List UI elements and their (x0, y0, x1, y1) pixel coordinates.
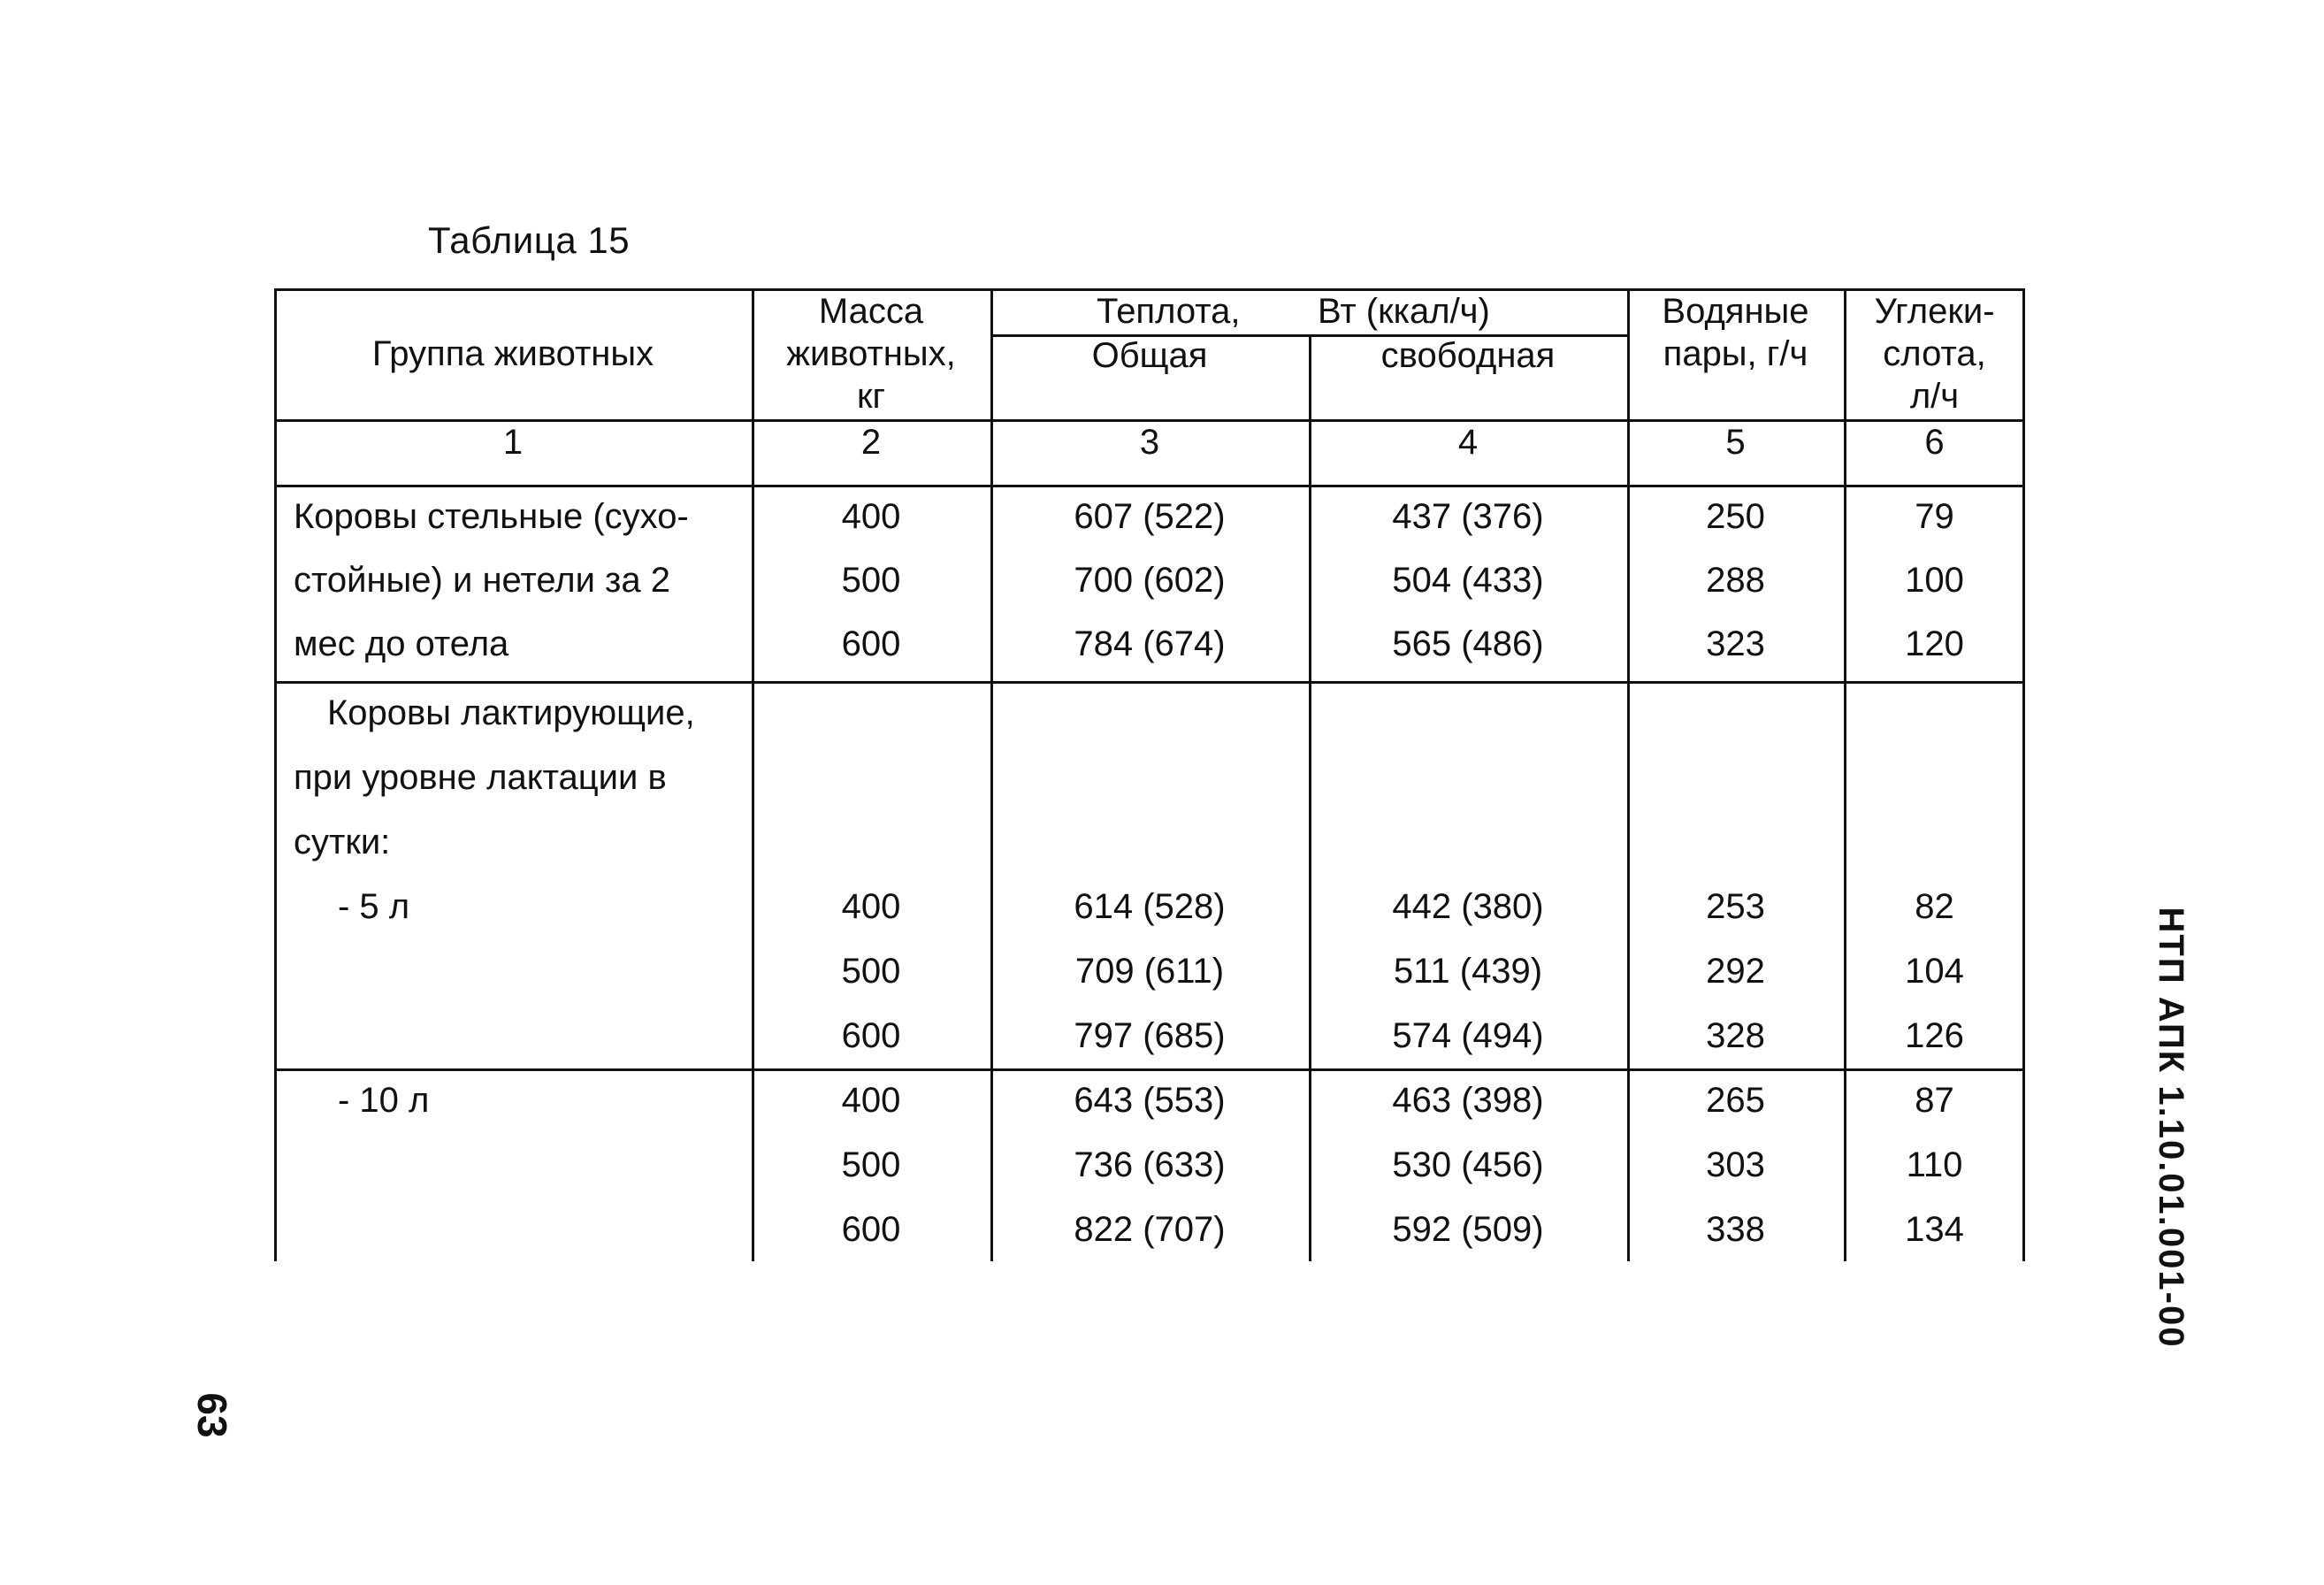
header-vapor-1: Водяные (1662, 292, 1809, 331)
table-caption: Таблица 15 (428, 219, 631, 261)
heat-total-cell: 607 (522) (1074, 497, 1226, 536)
mass-cell: 500 (841, 561, 901, 600)
co2-cell: 87 (1915, 1081, 1954, 1120)
header-heat-free: свободная (1380, 336, 1556, 375)
heat-total-cell: 797 (685) (1074, 1016, 1226, 1055)
heat-free-cell: 463 (398) (1392, 1081, 1544, 1120)
co2-cell: 110 (1906, 1145, 1963, 1184)
heat-free-cell: 511 (439) (1393, 952, 1543, 991)
co2-cell: 120 (1905, 624, 1964, 663)
mass-cell: 500 (841, 952, 901, 991)
heat-free-cell: 442 (380) (1392, 887, 1544, 926)
section2-label-2: при уровне лактации в (294, 758, 667, 797)
heat-total-cell: 643 (553) (1074, 1081, 1226, 1120)
vapor-cell: 292 (1706, 952, 1765, 991)
mass-cell: 600 (841, 624, 901, 663)
header-heat-a: Теплота, (1097, 292, 1241, 331)
heat-free-cell: 565 (486) (1392, 624, 1544, 663)
co2-cell: 82 (1915, 887, 1954, 926)
header-heat-b: Вт (ккал/ч) (1318, 292, 1490, 331)
vapor-cell: 253 (1706, 887, 1765, 926)
section3-sub-label: - 10 л (338, 1081, 430, 1120)
header-group: Группа животных (371, 334, 654, 373)
co2-cell: 126 (1905, 1016, 1964, 1055)
header-mass-3: кг (856, 377, 886, 416)
heat-total-cell: 700 (602) (1074, 561, 1226, 600)
page-number: 63 (189, 1392, 235, 1438)
header-heat-total: Общая (1091, 336, 1208, 375)
heat-total-cell: 709 (611) (1074, 952, 1225, 991)
heat-total-cell: 736 (633) (1074, 1145, 1226, 1184)
header-mass-1: Масса (818, 292, 924, 331)
mass-cell: 400 (841, 887, 901, 926)
heat-free-cell: 504 (433) (1392, 561, 1544, 600)
co2-cell: 79 (1915, 497, 1954, 536)
vapor-cell: 265 (1706, 1081, 1765, 1120)
vapor-cell: 328 (1706, 1016, 1765, 1055)
header-co2-1: Углеки- (1874, 292, 1995, 331)
document-code: НТП АПК 1.10.01.001-00 (2152, 907, 2190, 1349)
mass-cell: 400 (841, 1081, 901, 1120)
header-vapor-2: пары, г/ч (1663, 334, 1808, 373)
vapor-cell: 303 (1706, 1145, 1765, 1184)
section2-sub-label: - 5 л (338, 887, 410, 926)
header-mass-2: животных, (786, 334, 956, 373)
data-table (274, 288, 2025, 1261)
heat-total-cell: 614 (528) (1074, 887, 1226, 926)
section1-label-2: стойные) и нетели за 2 (294, 561, 670, 600)
col-number-3: 3 (1139, 423, 1160, 462)
co2-cell: 134 (1905, 1210, 1964, 1249)
section2-label-3: сутки: (294, 823, 391, 861)
mass-cell: 400 (841, 497, 901, 536)
mass-cell: 600 (841, 1016, 901, 1055)
section2-label-1: Коровы лактирующие, (327, 693, 695, 732)
section1-label-3: мес до отела (294, 624, 509, 663)
co2-cell: 104 (1905, 952, 1964, 991)
mass-cell: 500 (841, 1145, 901, 1184)
heat-free-cell: 574 (494) (1392, 1016, 1544, 1055)
vapor-cell: 323 (1706, 624, 1765, 663)
co2-cell: 100 (1905, 561, 1964, 600)
col-number-6: 6 (1924, 423, 1945, 462)
section1-label-1: Коровы стельные (сухо- (294, 497, 689, 536)
heat-free-cell: 530 (456) (1392, 1145, 1544, 1184)
col-number-2: 2 (860, 423, 882, 462)
mass-cell: 600 (841, 1210, 901, 1249)
header-co2-2: слота, (1883, 334, 1986, 373)
heat-free-cell: 437 (376) (1392, 497, 1544, 536)
col-number-4: 4 (1457, 423, 1479, 462)
col-number-1: 1 (502, 423, 524, 462)
heat-free-cell: 592 (509) (1392, 1210, 1544, 1249)
vapor-cell: 338 (1706, 1210, 1765, 1249)
vapor-cell: 250 (1706, 497, 1765, 536)
heat-total-cell: 822 (707) (1074, 1210, 1226, 1249)
col-number-5: 5 (1725, 423, 1746, 462)
vapor-cell: 288 (1706, 561, 1765, 600)
heat-total-cell: 784 (674) (1074, 624, 1226, 663)
header-co2-3: л/ч (1909, 377, 1960, 416)
